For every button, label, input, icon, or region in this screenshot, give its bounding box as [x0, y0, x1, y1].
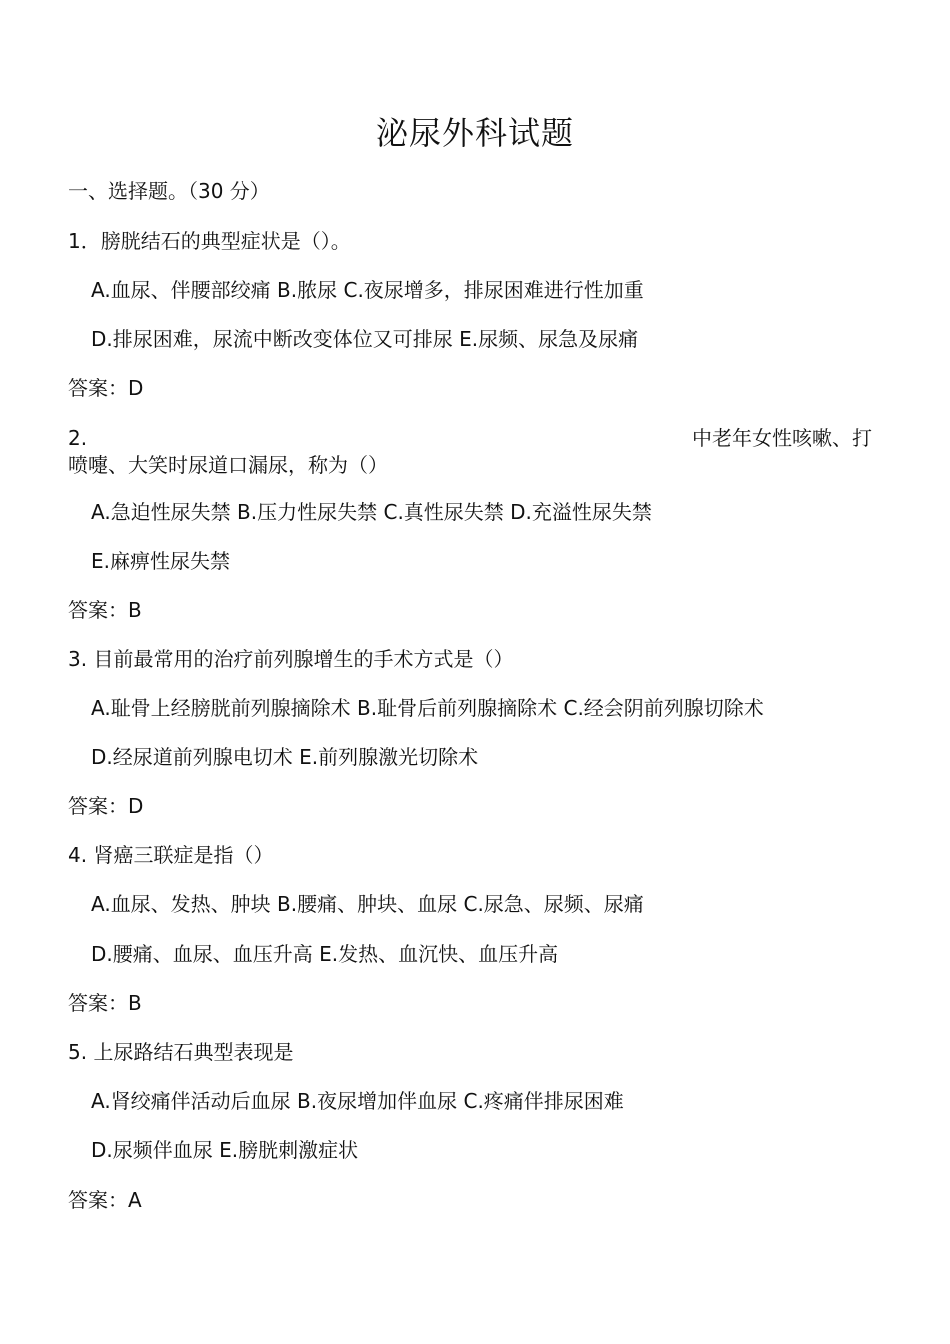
document-title: 泌尿外科试题 [375, 114, 574, 152]
question-3-answer: 答案：D [68, 794, 144, 818]
question-5-options-line-2: D.尿频伴血尿 E.膀胱刺激症状 [91, 1138, 359, 1162]
question-1-answer: 答案：D [68, 376, 144, 400]
question-3-options-line-2: D.经尿道前列腺电切术 E.前列腺激光切除术 [91, 745, 479, 769]
question-4-options-line-2: D.腰痛、血尿、血压升高 E.发热、血沉快、血压升高 [91, 942, 559, 966]
question-4-options-line-1: A.血尿、发热、肿块 B.腰痛、肿块、血尿 C.尿急、尿频、尿痛 [91, 892, 644, 916]
question-2-answer: 答案：B [68, 598, 142, 622]
section-heading: 一、选择题。（30 分） [68, 179, 270, 203]
question-2-stem-right: 中老年女性咳嗽、打 [692, 426, 872, 450]
question-5-stem: 5. 上尿路结石典型表现是 [68, 1040, 294, 1064]
question-5-options-line-1: A.肾绞痛伴活动后血尿 B.夜尿增加伴血尿 C.疼痛伴排尿困难 [91, 1089, 624, 1113]
question-1-options-line-1: A.血尿、伴腰部绞痛 B.脓尿 C.夜尿增多，排尿困难进行性加重 [91, 278, 644, 302]
question-2-stem-continued: 喷嚏、大笑时尿道口漏尿，称为（） [68, 453, 388, 477]
question-3-options-line-1: A.耻骨上经膀胱前列腺摘除术 B.耻骨后前列腺摘除术 C.经会阴前列腺切除术 [91, 696, 764, 720]
question-4-answer: 答案：B [68, 991, 142, 1015]
question-2-options-line-2: E.麻痹性尿失禁 [91, 549, 230, 573]
question-2-options-line-1: A.急迫性尿失禁 B.压力性尿失禁 C.真性尿失禁 D.充溢性尿失禁 [91, 500, 652, 524]
question-3-stem: 3. 目前最常用的治疗前列腺增生的手术方式是（） [68, 647, 514, 671]
question-1-options-line-2: D.排尿困难，尿流中断改变体位又可排尿 E.尿频、尿急及尿痛 [91, 327, 639, 351]
question-1-stem: 1．膀胱结石的典型症状是（）。 [68, 229, 351, 253]
question-4-stem: 4. 肾癌三联症是指（） [68, 843, 274, 867]
question-2-number: 2. [68, 426, 88, 450]
question-5-answer: 答案：A [68, 1188, 142, 1212]
